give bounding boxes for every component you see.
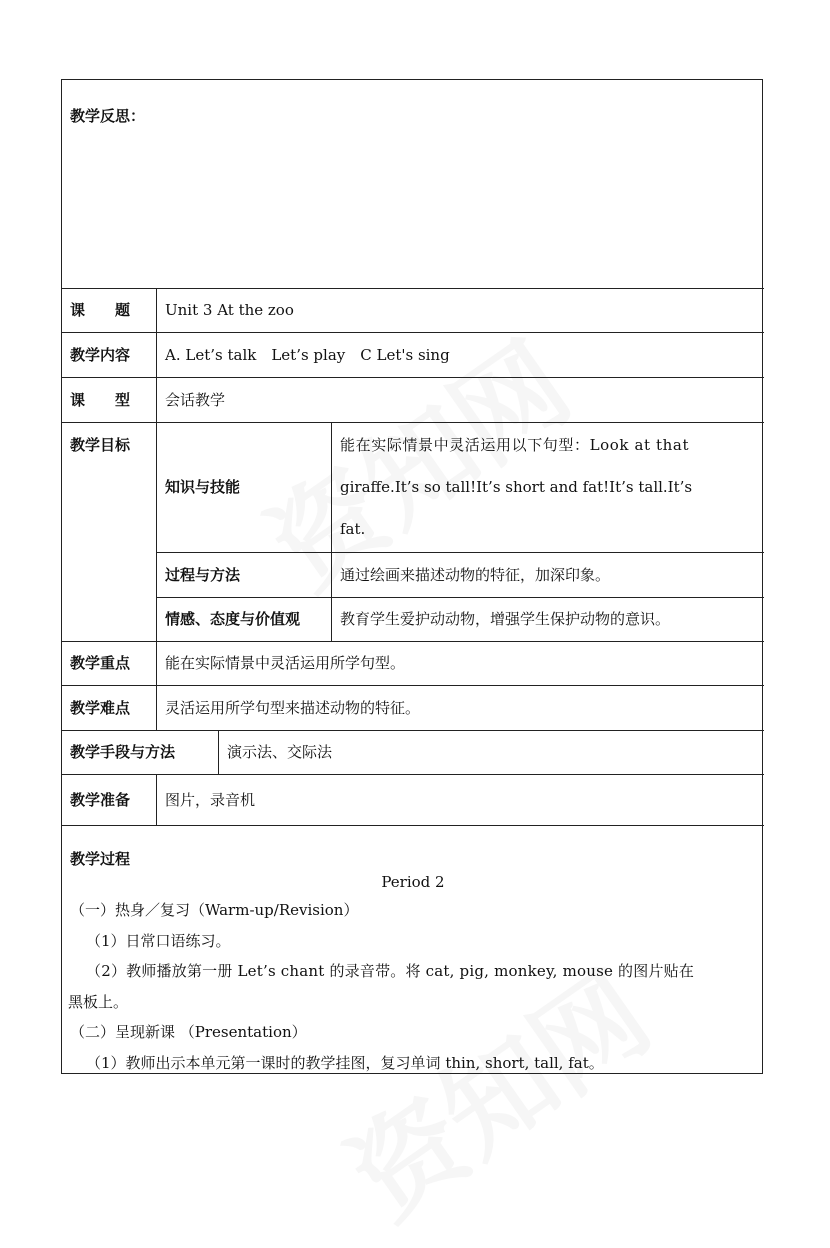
process-line: （二）呈现新课 （Presentation） (70, 1023, 307, 1041)
process-line: （一）热身／复习（Warm-up/Revision） (70, 901, 359, 919)
topic-label: 课 题 (70, 301, 131, 319)
process-line: （1）日常口语练习。 (86, 932, 231, 950)
goal-knowledge-line: 能在实际情景中灵活运用以下句型：Look at that (340, 436, 690, 454)
preparation-label: 教学准备 (70, 790, 131, 809)
goal-process-desc: 通过绘画来描述动物的特征，加深印象。 (340, 565, 611, 584)
goal-knowledge-line: giraffe.It’s so tall!It’s short and fat!It’s tall.It’s (340, 478, 693, 496)
goal-knowledge-line: fat. (340, 520, 366, 538)
col-divider (331, 422, 332, 641)
col-divider (218, 730, 219, 774)
type-label: 课 型 (70, 390, 131, 409)
key-points-label: 教学重点 (70, 654, 131, 672)
row-divider (62, 825, 764, 826)
col-divider (156, 288, 157, 641)
content-value: A. Let’s talk Let’s play C Let's sing (165, 345, 450, 364)
topic-value: Unit 3 At the zoo (165, 301, 294, 319)
preparation-value: 图片，录音机 (165, 790, 256, 809)
process-line: （1）教师出示本单元第一课时的教学挂图，复习单词 thin, short, tall, fat。 (86, 1054, 604, 1072)
col-divider (156, 774, 157, 825)
key-points-value: 能在实际情景中灵活运用所学句型。 (165, 654, 406, 672)
goal-emotion-label: 情感、态度与价值观 (165, 610, 301, 628)
goal-knowledge-label: 知识与技能 (165, 478, 241, 496)
methods-value: 演示法、交际法 (227, 743, 333, 761)
difficulties-label: 教学难点 (70, 698, 131, 717)
methods-label: 教学手段与方法 (70, 743, 176, 761)
lesson-plan-table (61, 79, 763, 1074)
goal-process-label: 过程与方法 (165, 565, 241, 584)
goal-knowledge-desc (340, 435, 758, 539)
goals-label: 教学目标 (70, 436, 131, 454)
process-line: （2）教师播放第一册 Let’s chant 的录音带。将 cat, pig, monkey, mouse 的图片贴在 (86, 962, 695, 980)
content-label: 教学内容 (70, 345, 131, 364)
difficulties-value: 灵活运用所学句型来描述动物的特征。 (165, 698, 421, 717)
reflection-label: 教学反思： (70, 107, 146, 125)
goal-emotion-desc: 教育学生爱护动动物，增强学生保护动物的意识。 (340, 610, 671, 628)
period-title: Period 2 (381, 873, 445, 891)
type-value: 会话教学 (165, 390, 226, 409)
col-divider (156, 641, 157, 730)
process-line: 黑板上。 (68, 993, 129, 1011)
process-label: 教学过程 (70, 850, 131, 868)
